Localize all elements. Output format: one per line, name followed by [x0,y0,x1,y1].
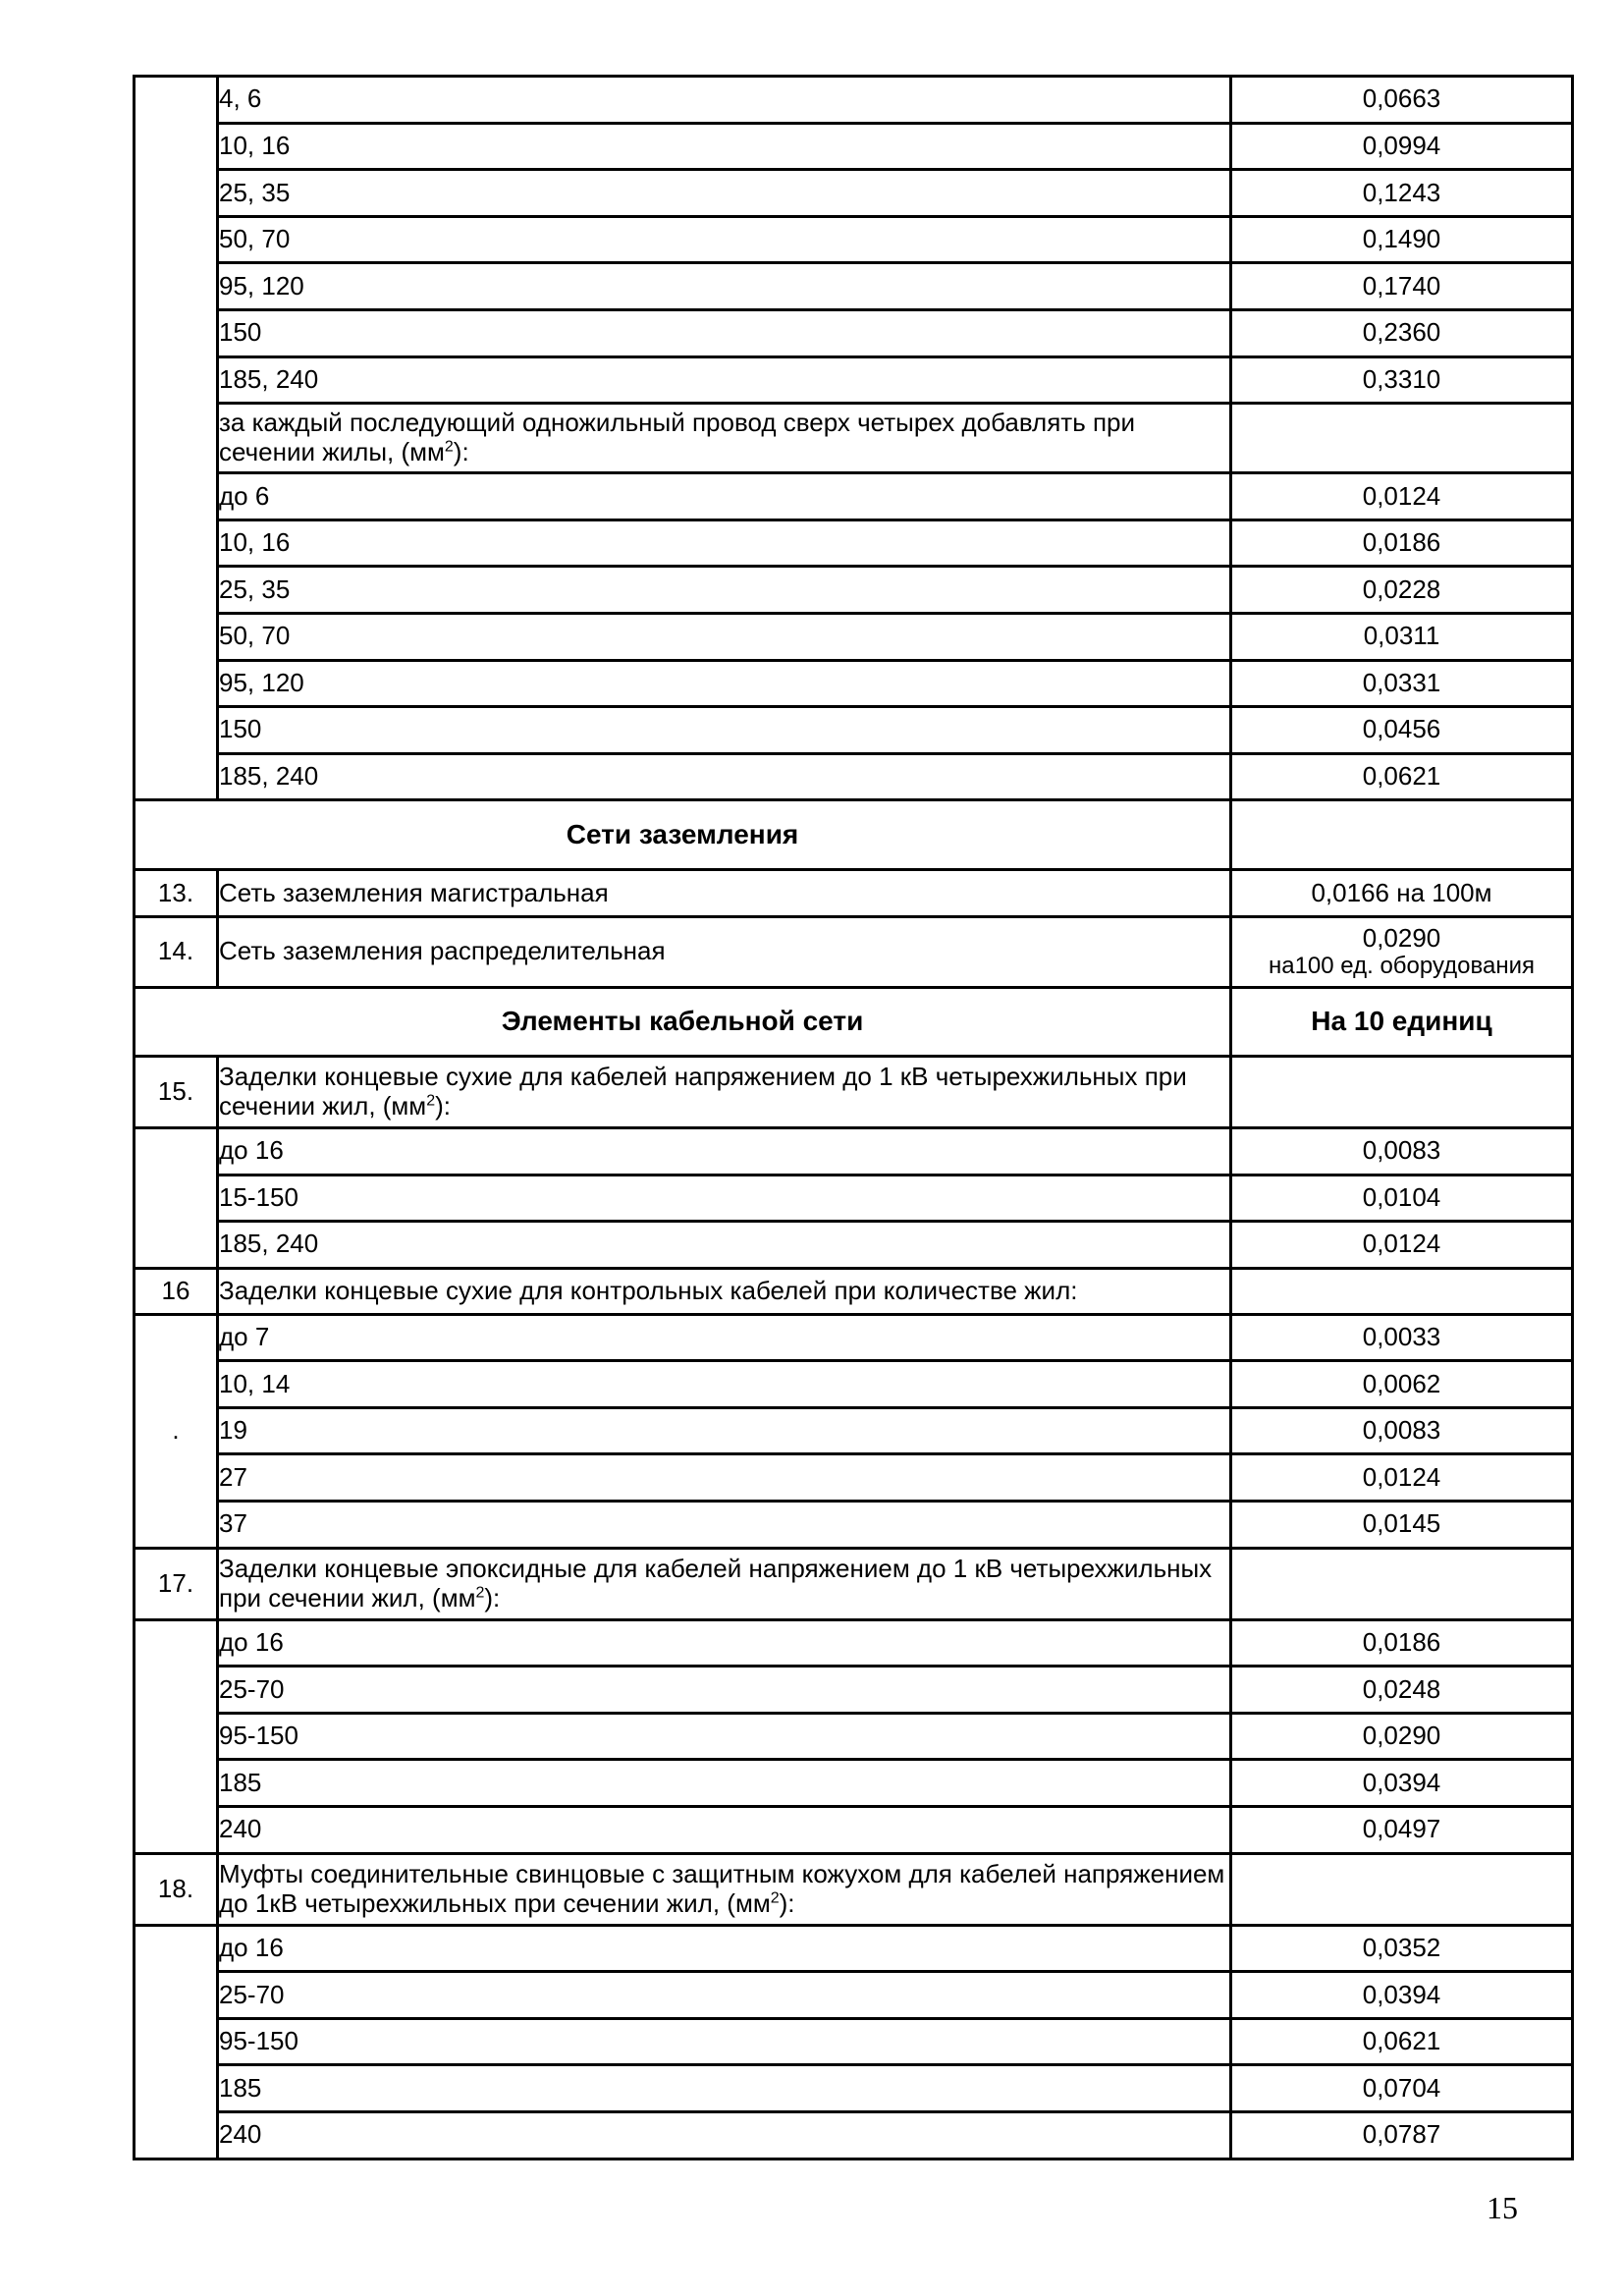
cell-text: ): [435,1090,451,1121]
row-description: 50, 70 [218,216,1231,263]
row-number: 15. [135,1056,218,1127]
row-number: 14. [135,916,218,987]
superscript: 2 [475,1584,485,1601]
row-value: 0,0497 [1231,1807,1573,1854]
row-value [1231,404,1573,473]
cell-text: ): [453,437,469,467]
row-value: 0,0124 [1231,473,1573,520]
section-row [135,800,1573,870]
table-row [135,77,1573,124]
norms-table-body [135,77,1573,2159]
row-description: 95-150 [218,2018,1231,2065]
cell-text: Заделки концевые сухие для кабелей напряжением до 1 кВ четырехжильных при сечении жил, (мм [219,1062,1187,1121]
row-value: 0,0621 [1231,2018,1573,2065]
row-value: 0,0787 [1231,2112,1573,2159]
row-description: Сеть заземления распределительная [218,916,1231,987]
row-value: 0,0290 [1231,1713,1573,1760]
row-description: до 16 [218,1127,1231,1175]
row-value [1231,1268,1573,1314]
table-row [135,567,1573,614]
table-row [135,1056,1573,1127]
row-description: 240 [218,2112,1231,2159]
cell-text: Заделки концевые сухие для контрольных кабелей при количестве жил: [219,1275,1078,1305]
row-value: 0,1740 [1231,263,1573,310]
row-description: 10, 14 [218,1361,1231,1408]
row-value: 0,0456 [1231,707,1573,754]
table-row [135,2065,1573,2112]
row-description: 150 [218,707,1231,754]
row-value: 0,0145 [1231,1502,1573,1549]
table-row [135,1972,1573,2019]
section-title-cable: Элементы кабельной сети [135,987,1231,1056]
row-description: 15-150 [218,1175,1231,1222]
row-description: 240 [218,1807,1231,1854]
row-description: 50, 70 [218,613,1231,660]
table-row [135,753,1573,800]
row-description [218,1548,1231,1619]
table-row [135,1713,1573,1760]
table-row [135,707,1573,754]
row-value: 0,0248 [1231,1667,1573,1714]
row-value: 0,0311 [1231,613,1573,660]
row-value: 0,0704 [1231,2065,1573,2112]
row-value: 0,0062 [1231,1361,1573,1408]
row-value: 0,2360 [1231,309,1573,356]
row-number: 18. [135,1853,218,1925]
cell-text: Муфты соединительные свинцовые с защитным кожухом для кабелей напряжением до 1кВ четырехжильных при сечении жил, (мм [219,1858,1225,1918]
row-number-cell [135,1925,218,2159]
row-value-note: на100 ед. оборудования [1268,953,1536,980]
row-value [1231,1056,1573,1127]
table-row [135,2112,1573,2159]
table-row [135,1314,1573,1361]
table-row [135,404,1573,473]
row-value: 0,1243 [1231,170,1573,217]
row-description: 27 [218,1454,1231,1502]
norms-table [133,75,1574,2160]
row-value: 0,3310 [1231,356,1573,404]
row-description: 185, 240 [218,1222,1231,1269]
table-row [135,1407,1573,1454]
row-value [1231,916,1573,987]
table-row [135,519,1573,567]
row-description: Сеть заземления магистральная [218,870,1231,917]
table-row [135,1454,1573,1502]
row-number-cell [135,1619,218,1853]
row-description: 185, 240 [218,753,1231,800]
table-row [135,216,1573,263]
table-row [135,1760,1573,1807]
row-number-cell: . [135,1314,218,1548]
section-title-grounding: Сети заземления [135,800,1231,870]
row-number: 17. [135,1548,218,1619]
row-value: 0,0124 [1231,1222,1573,1269]
row-description: до 16 [218,1925,1231,1972]
page-number: 15 [1487,2190,1518,2225]
row-description [218,404,1231,473]
row-value-main: 0,0290 [1362,923,1441,954]
cell-text: за каждый последующий одножильный провод сверх четырех добавлять при сечении жилы, (мм [219,408,1136,467]
table-row [135,123,1573,170]
row-description: 185, 240 [218,356,1231,404]
row-value: 0,0104 [1231,1175,1573,1222]
superscript: 2 [426,1092,436,1110]
table-row [135,613,1573,660]
row-description: 25-70 [218,1667,1231,1714]
row-description: 95, 120 [218,660,1231,707]
table-row [135,356,1573,404]
table-row [135,1853,1573,1925]
row-value [1231,800,1573,870]
row-number: 13. [135,870,218,917]
table-row [135,1619,1573,1667]
row-description: до 7 [218,1314,1231,1361]
row-value: 0,0621 [1231,753,1573,800]
row-value: 0,0352 [1231,1925,1573,1972]
table-row [135,473,1573,520]
row-value: 0,0331 [1231,660,1573,707]
row-description: 10, 16 [218,123,1231,170]
row-description: до 16 [218,1619,1231,1667]
row-value: 0,0228 [1231,567,1573,614]
row-value [1231,1853,1573,1925]
row-value: 0,0124 [1231,1454,1573,1502]
table-row [135,1175,1573,1222]
row-description: до 6 [218,473,1231,520]
cell-text: Заделки концевые эпоксидные для кабелей напряжением до 1 кВ четырехжильных при сечении жил, (мм [219,1553,1213,1613]
table-row [135,1222,1573,1269]
row-value: 0,1490 [1231,216,1573,263]
row-value: 0,0663 [1231,77,1573,124]
row-description [218,1853,1231,1925]
row-value: 0,0083 [1231,1407,1573,1454]
row-description: 19 [218,1407,1231,1454]
row-value: 0,0186 [1231,1619,1573,1667]
cell-text: ): [779,1887,795,1918]
row-value [1231,1548,1573,1619]
table-row [135,2018,1573,2065]
table-row [135,1548,1573,1619]
section-value-header: На 10 единиц [1231,987,1573,1056]
superscript: 2 [444,438,454,456]
row-number: 16 [135,1268,218,1314]
row-value: 0,0994 [1231,123,1573,170]
table-row [135,870,1573,917]
row-value: 0,0394 [1231,1972,1573,2019]
row-value: 0,0166 на 100м [1231,870,1573,917]
row-value: 0,0394 [1231,1760,1573,1807]
row-number-cell [135,77,218,800]
table-row [135,1127,1573,1175]
table-row [135,660,1573,707]
table-row [135,1361,1573,1408]
row-value: 0,0083 [1231,1127,1573,1175]
row-value: 0,0033 [1231,1314,1573,1361]
row-description [218,1056,1231,1127]
row-value: 0,0186 [1231,519,1573,567]
table-row [135,1667,1573,1714]
table-row [135,916,1573,987]
row-description: 25, 35 [218,567,1231,614]
row-description: 10, 16 [218,519,1231,567]
row-description: 95, 120 [218,263,1231,310]
row-description: 185 [218,1760,1231,1807]
section-row [135,987,1573,1056]
table-row [135,170,1573,217]
table-row [135,1925,1573,1972]
superscript: 2 [770,1888,780,1906]
table-row [135,263,1573,310]
table-row [135,1807,1573,1854]
row-description: 4, 6 [218,77,1231,124]
table-row [135,309,1573,356]
row-description: 37 [218,1502,1231,1549]
table-row [135,1268,1573,1314]
row-description: 25, 35 [218,170,1231,217]
row-description: 185 [218,2065,1231,2112]
cell-text: ): [484,1582,501,1613]
table-row [135,1502,1573,1549]
row-description: 25-70 [218,1972,1231,2019]
row-description: 95-150 [218,1713,1231,1760]
row-number-cell [135,1127,218,1268]
row-description: 150 [218,309,1231,356]
row-description [218,1268,1231,1314]
